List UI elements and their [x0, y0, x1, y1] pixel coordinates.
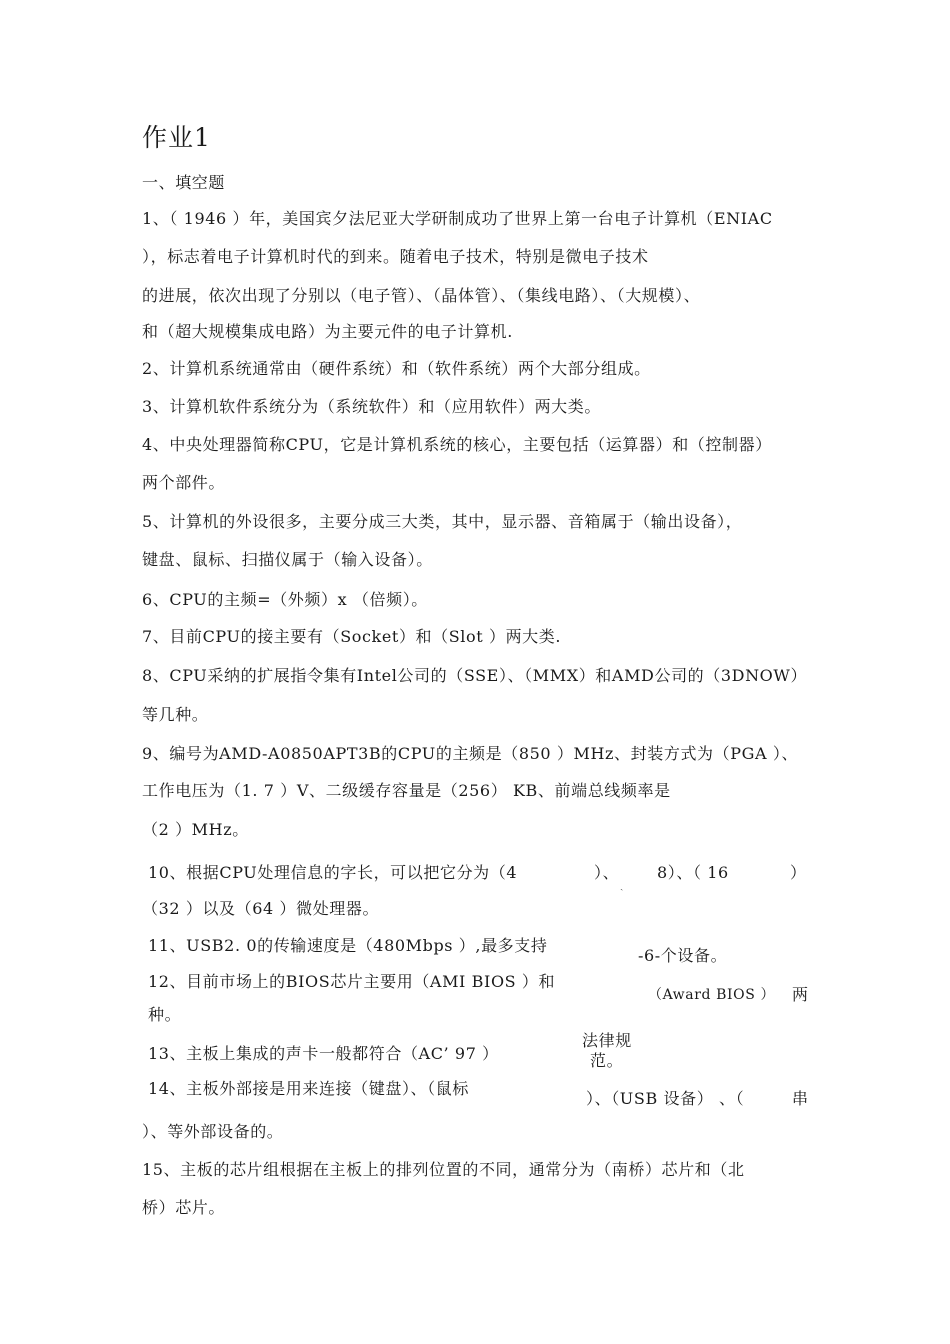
question-12-left: 12、目前市场上的BIOS芯片主要用（AMI BIOS ）和 — [148, 972, 556, 991]
question-3: 3、计算机软件系统分为（系统软件）和（应用软件）两大类。 — [142, 397, 601, 416]
question-10-line-2: （32 ）以及（64 ）微处理器。 — [142, 899, 380, 918]
question-1-line-2: ），标志着电子计算机时代的到来。随着电子技术，特别是微电子技术 — [142, 247, 649, 266]
question-9-line-1: 9、编号为AMD-A0850APT3B的CPU的主频是（850 ）MHz、封装方式为（PGA ）、 — [142, 744, 799, 763]
question-1-line-3: 的进展，依次出现了分别以（电子管）、（晶体管）、（集线电路）、（大规模）、 — [142, 286, 701, 305]
question-5-line-2: 键盘、鼠标、扫描仪属于（输入设备）。 — [142, 550, 433, 569]
question-1-line-4: 和（超大规模集成电路）为主要元件的电子计算机. — [142, 322, 513, 341]
question-4-line-2: 两个部件。 — [142, 473, 226, 492]
question-14-left: 14、主板外部接是用来连接（键盘）、（鼠标 — [148, 1079, 469, 1098]
stray-mark: ˏ — [620, 880, 624, 891]
question-9-line-2: 工作电压为（1. 7 ）V、二级缓存容量是（256） KB、前端总线频率是 — [142, 781, 671, 800]
question-14-right: 串 — [792, 1089, 809, 1108]
question-11-left: 11、USB2. 0的传输速度是（480Mbps ）,最多支持 — [148, 936, 548, 955]
question-13-left: 13、主板上集成的声卡一般都符合（AC’ 97 ） — [148, 1044, 499, 1063]
question-12-mid: （Award BIOS ） — [648, 987, 776, 1003]
question-14-mid: ）、（USB 设备） 、（ — [586, 1089, 745, 1108]
question-1-line-1: 1、（ 1946 ）年，美国宾夕法尼亚大学研制成功了世界上第一台电子计算机（ENIAC — [142, 209, 773, 228]
question-4-line-1: 4、中央处理器简称CPU，它是计算机系统的核心，主要包括（运算器）和（控制器） — [142, 435, 772, 454]
question-13-right-2: 范。 — [590, 1051, 624, 1070]
question-15-line-2: 桥）芯片。 — [142, 1198, 226, 1217]
question-14-line-2: ）、等外部设备的。 — [142, 1122, 284, 1141]
question-15-line-1: 15、主板的芯片组根据在主板上的排列位置的不同，通常分为（南桥）芯片和（北 — [142, 1160, 745, 1179]
question-10-line-1-left: 10、根据CPU处理信息的字长，可以把它分为（4 — [148, 863, 518, 882]
question-10-line-1-right: 8）、（ 16 — [657, 863, 729, 882]
question-6: 6、CPU的主频=（外频）x （倍频）。 — [142, 590, 428, 609]
question-7: 7、目前CPU的接主要有（Socket）和（Slot ）两大类. — [142, 627, 562, 646]
question-2: 2、计算机系统通常由（硬件系统）和（软件系统）两个大部分组成。 — [142, 359, 651, 378]
question-11-right: -6-个设备。 — [638, 946, 728, 965]
question-8-line-1: 8、CPU采纳的扩展指令集有Intel公司的（SSE）、（MMX）和AMD公司的（3DNOW） — [142, 666, 808, 685]
question-10-line-1-end: ） — [790, 863, 807, 882]
question-8-line-2: 等几种。 — [142, 705, 209, 724]
section-heading: 一、填空题 — [142, 173, 226, 192]
question-9-line-3: （2 ）MHz。 — [142, 820, 249, 839]
document-title: 作业1 — [142, 123, 211, 152]
question-10-line-1-mid: ）、 — [594, 863, 620, 882]
question-12-line-2: 种。 — [148, 1005, 182, 1024]
question-5-line-1: 5、计算机的外设很多，主要分成三大类，其中，显示器、音箱属于（输出设备）， — [142, 512, 743, 531]
question-13-right-1: 法律规 — [582, 1031, 632, 1050]
question-12-right: 两 — [792, 985, 809, 1004]
